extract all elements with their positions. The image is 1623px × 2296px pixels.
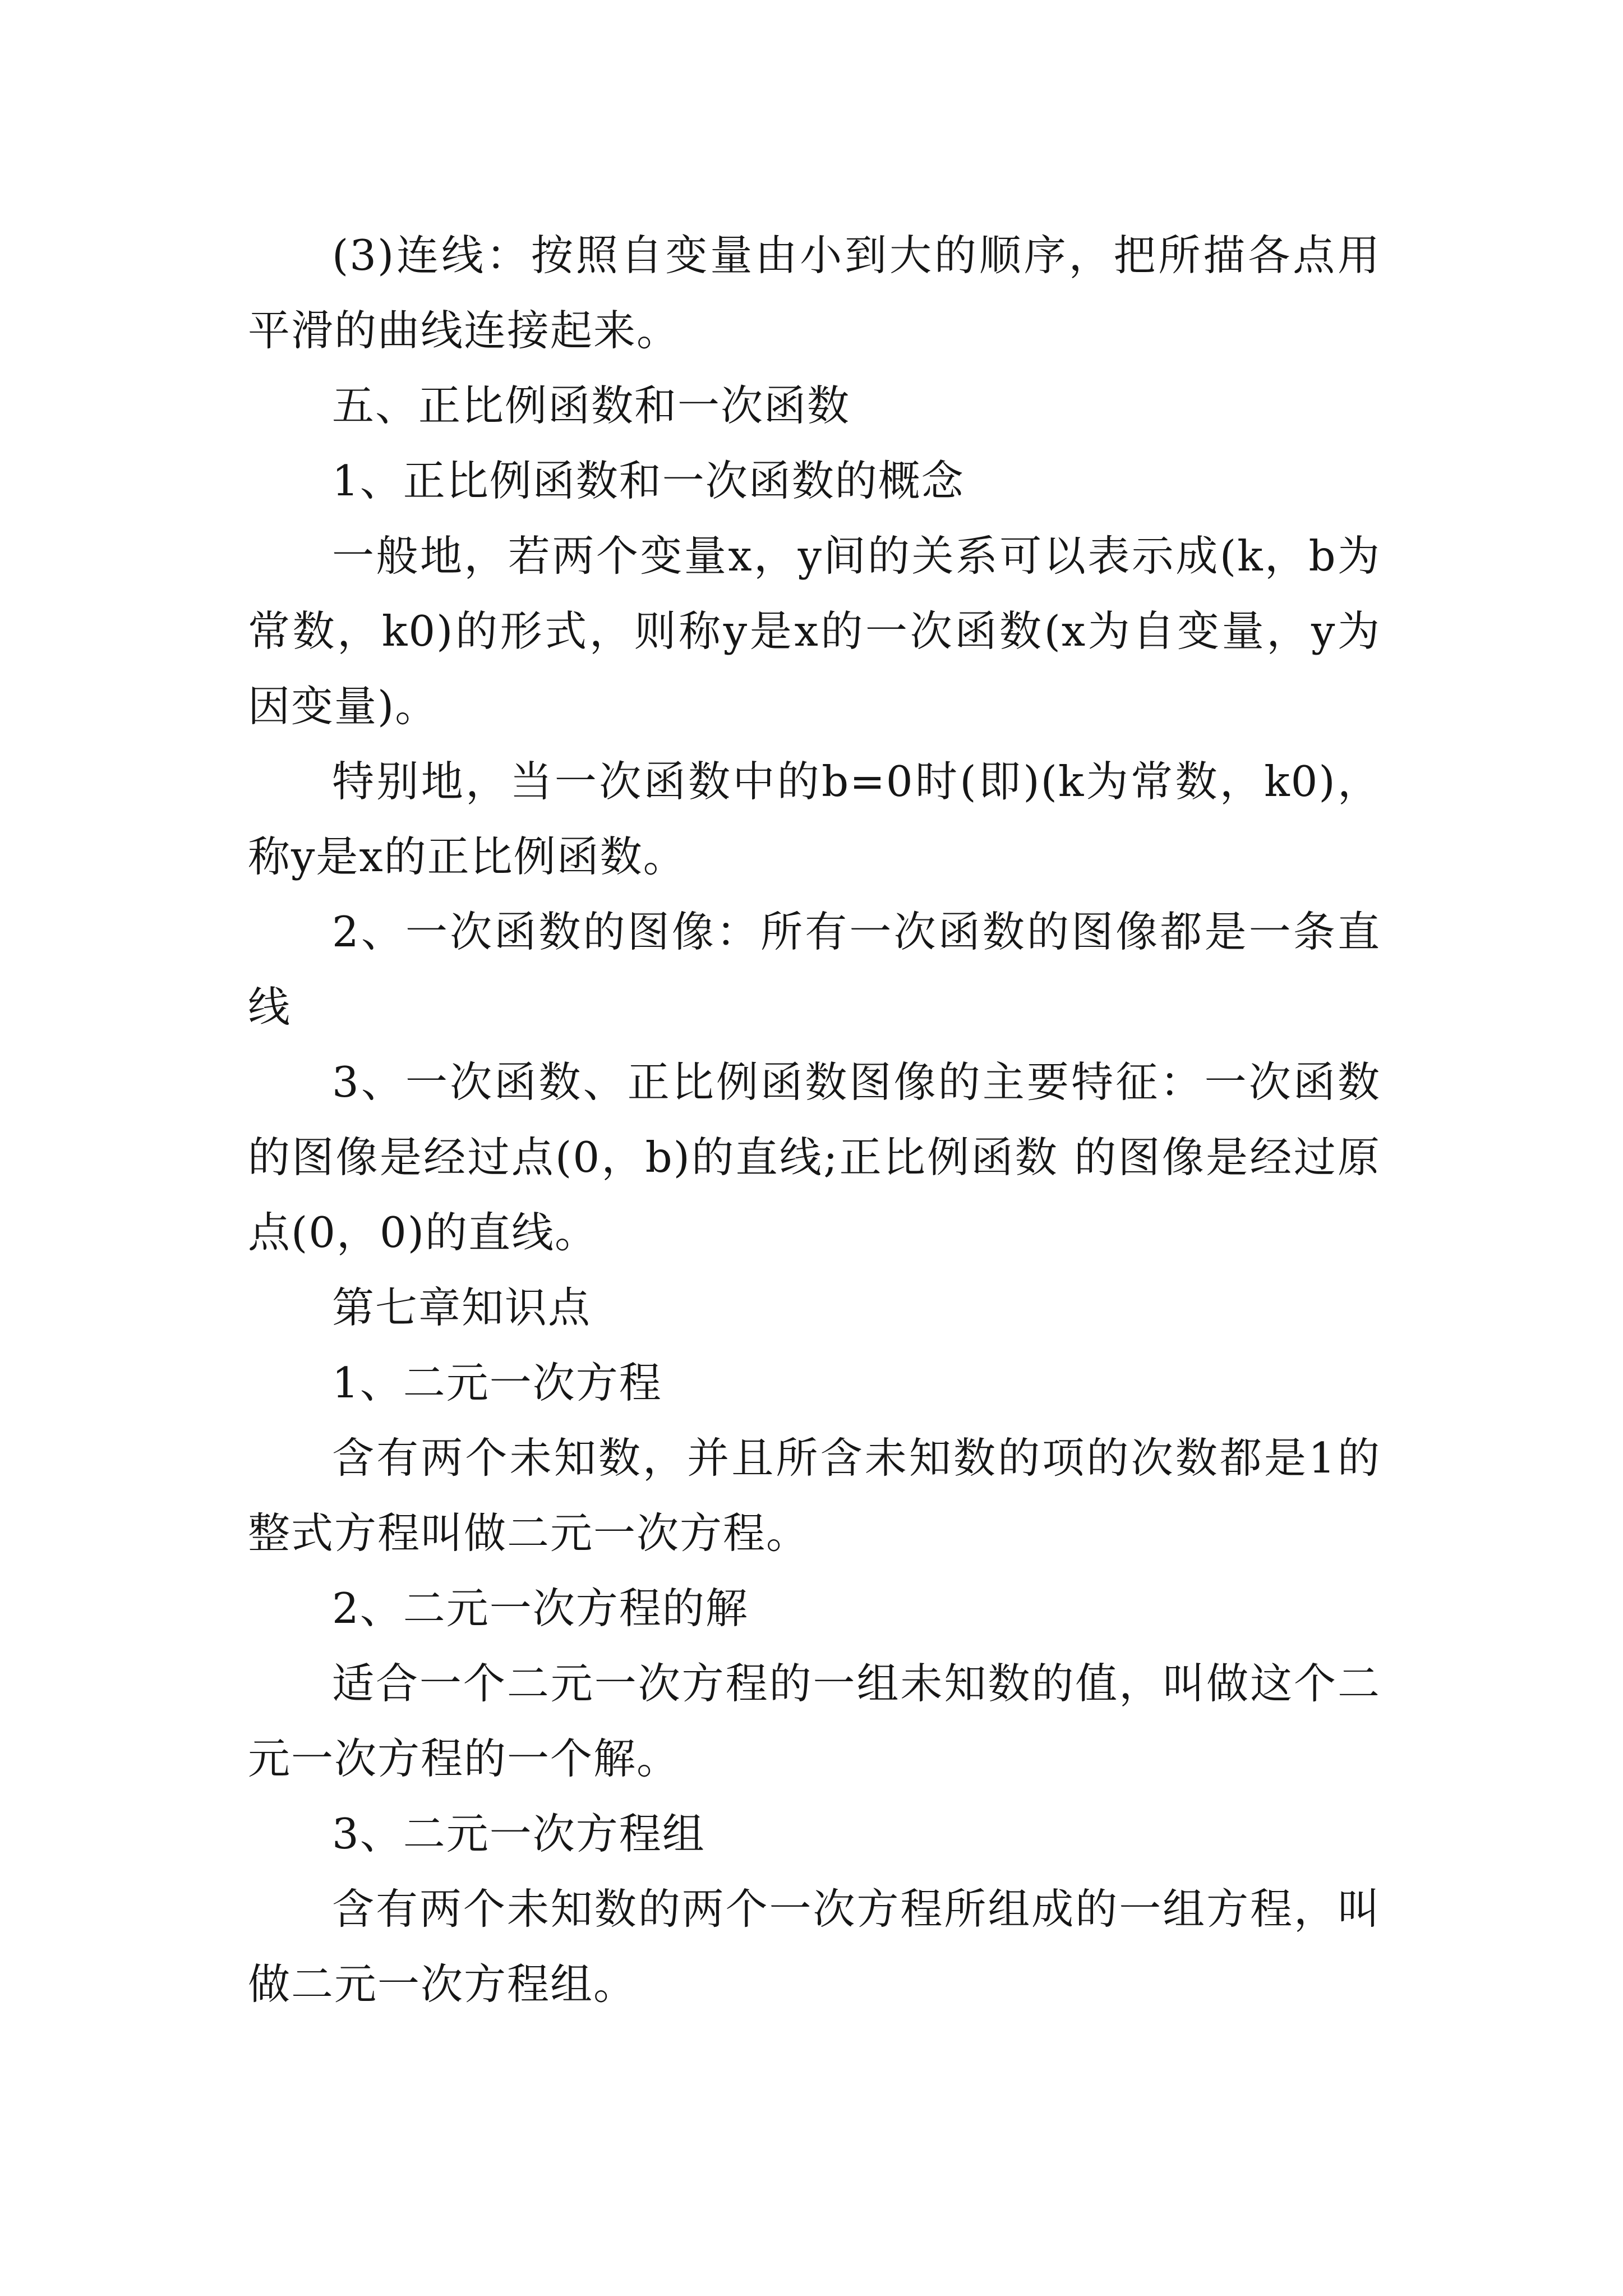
section-heading-linear-functions: 五、正比例函数和一次函数 xyxy=(332,381,851,430)
paragraph-graph-features: 3、一次函数、正比例函数图像的主要特征：一次函数的图像是经过点(0，b)的直线;正比例函数 的图像是经过原点(0，0)的直线。 xyxy=(248,1057,1381,1257)
paragraph-proportional-definition: 特别地，当一次函数中的b=0时(即)(k为常数，k0)，称y是x的正比例函数。 xyxy=(248,757,1381,881)
paragraph-graph-is-line: 2、一次函数的图像：所有一次函数的图像都是一条直线 xyxy=(248,907,1381,1032)
subheading-equation-system: 3、二元一次方程组 xyxy=(332,1809,706,1858)
paragraph-linear-definition: 一般地，若两个变量x，y间的关系可以表示成(k，b为常数，k0)的形式，则称y是x的一次函数(x为自变量，y为因变量)。 xyxy=(248,531,1381,731)
paragraph-solution-definition: 适合一个二元一次方程的一组未知数的值，叫做这个二元一次方程的一个解。 xyxy=(248,1659,1381,1783)
paragraph-linear-equation-definition: 含有两个未知数，并且所含未知数的项的次数都是1的整式方程叫做二元一次方程。 xyxy=(248,1433,1381,1558)
paragraph-system-definition: 含有两个未知数的两个一次方程所组成的一组方程，叫做二元一次方程组。 xyxy=(248,1884,1381,2009)
subheading-concepts: 1、正比例函数和一次函数的概念 xyxy=(332,456,965,505)
chapter-heading: 第七章知识点 xyxy=(332,1283,592,1332)
subheading-linear-equation: 1、二元一次方程 xyxy=(332,1358,662,1407)
subheading-equation-solution: 2、二元一次方程的解 xyxy=(332,1584,749,1633)
paragraph-connect-points: (3)连线：按照自变量由小到大的顺序，把所描各点用平滑的曲线连接起来。 xyxy=(248,231,1381,355)
document-body xyxy=(248,218,1381,2022)
